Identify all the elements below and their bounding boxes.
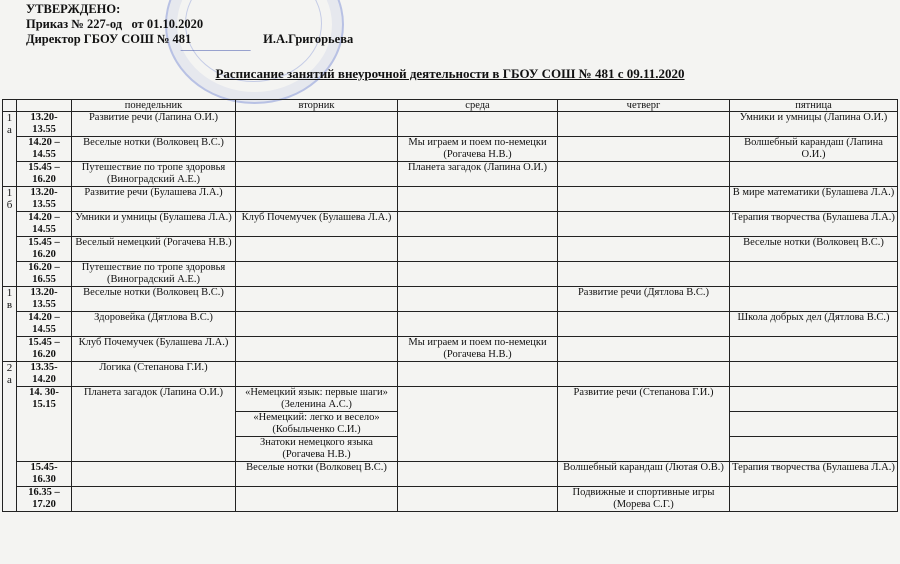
lesson-cell: Развитие речи (Лапина О.И.)	[72, 112, 236, 137]
time-cell: 14.20 – 14.55	[17, 137, 72, 162]
table-row	[3, 387, 898, 412]
table-row	[3, 362, 898, 387]
time-cell: 15.45-16.30	[17, 462, 72, 487]
day-tuesday: вторник	[236, 100, 398, 112]
table-row	[3, 237, 898, 262]
lesson-cell: Клуб Почемучек (Булашева Л.А.)	[72, 337, 236, 362]
day-thursday: четверг	[558, 100, 730, 112]
time-cell: 13.20-13.55	[17, 287, 72, 312]
page-title: Расписание занятий внеурочной деятельности в ГБОУ СОШ № 481 с 09.11.2020	[215, 66, 685, 81]
lesson-cell: Мы играем и поем по-немецки (Рогачева Н.В.)	[398, 137, 558, 162]
lesson-cell: Клуб Почемучек (Булашева Л.А.)	[236, 212, 398, 237]
time-cell: 13.20-13.55	[17, 187, 72, 212]
lesson-cell: Школа добрых дел (Дятлова В.С.)	[730, 312, 898, 337]
lesson-cell: Развитие речи (Булашева Л.А.)	[72, 187, 236, 212]
class-label: 2 а	[3, 362, 17, 512]
table-row	[3, 137, 898, 162]
time-cell: 15.45 – 16.20	[17, 162, 72, 187]
lesson-cell: Веселый немецкий (Рогачева Н.В.)	[72, 237, 236, 262]
director-line	[26, 32, 353, 47]
lesson-cell: Путешествие по тропе здоровья (Виноградский А.Е.)	[72, 162, 236, 187]
table-row	[3, 287, 898, 312]
lesson-cell: «Немецкий язык: первые шаги» (Зеленина А.С.)	[236, 387, 398, 412]
approval-header	[26, 2, 353, 47]
lesson-cell: Веселые нотки (Волковец В.С.)	[730, 237, 898, 262]
table-row	[3, 112, 898, 137]
director-name: И.А.Григорьева	[263, 32, 354, 46]
lesson-cell: «Немецкий: легко и весело» (Кобыльченко С.И.)	[236, 412, 398, 437]
day-monday: понедельник	[72, 100, 236, 112]
time-cell: 16.35 – 17.20	[17, 487, 72, 512]
table-row	[3, 337, 898, 362]
lesson-cell: Логика (Степанова Г.И.)	[72, 362, 236, 387]
time-cell: 16.20 – 16.55	[17, 262, 72, 287]
time-cell: 13.20-13.55	[17, 112, 72, 137]
time-cell: 15.45 – 16.20	[17, 237, 72, 262]
lesson-cell: Терапия творчества (Булашева Л.А.)	[730, 462, 898, 487]
table-row	[3, 212, 898, 237]
time-cell: 14.20 – 14.55	[17, 312, 72, 337]
order-line: Приказ № 227-од от 01.10.2020	[26, 17, 204, 31]
lesson-cell: Веселые нотки (Волковец В.С.)	[236, 462, 398, 487]
lesson-cell: Мы играем и поем по-немецки (Рогачева Н.В.)	[398, 337, 558, 362]
time-cell: 14. 30-15.15	[17, 387, 72, 462]
class-label: 1 а	[3, 112, 17, 187]
lesson-cell: Здоровейка (Дятлова В.С.)	[72, 312, 236, 337]
lesson-cell: Умники и умницы (Лапина О.И.)	[730, 112, 898, 137]
class-label: 1 в	[3, 287, 17, 362]
lesson-cell: Развитие речи (Дятлова В.С.)	[558, 287, 730, 312]
lesson-cell: Развитие речи (Степанова Г.И.)	[558, 387, 730, 462]
table-row	[3, 187, 898, 212]
table-row	[3, 312, 898, 337]
table-header-row	[3, 100, 898, 112]
day-wednesday: среда	[398, 100, 558, 112]
lesson-cell: Терапия творчества (Булашева Л.А.)	[730, 212, 898, 237]
table-row	[3, 162, 898, 187]
table-row	[3, 487, 898, 512]
lesson-cell: Планета загадок (Лапина О.И.)	[398, 162, 558, 187]
lesson-cell: Планета загадок (Лапина О.И.)	[72, 387, 236, 462]
lesson-cell: Веселые нотки (Волковец В.С.)	[72, 137, 236, 162]
lesson-cell: Умники и умницы (Булашева Л.А.)	[72, 212, 236, 237]
schedule-table	[2, 99, 898, 512]
lesson-cell: В мире математики (Булашева Л.А.)	[730, 187, 898, 212]
table-row	[3, 462, 898, 487]
time-cell: 15.45 – 16.20	[17, 337, 72, 362]
lesson-cell: Подвижные и спортивные игры (Морева С.Г.)	[558, 487, 730, 512]
director-title: Директор ГБОУ СОШ № 481	[26, 32, 192, 46]
time-cell: 14.20 – 14.55	[17, 212, 72, 237]
day-friday: пятница	[730, 100, 898, 112]
class-label: 1 б	[3, 187, 17, 287]
table-row	[3, 262, 898, 287]
lesson-cell: Путешествие по тропе здоровья (Виноградский А.Е.)	[72, 262, 236, 287]
lesson-cell: Веселые нотки (Волковец В.С.)	[72, 287, 236, 312]
lesson-cell: Знатоки немецкого языка (Рогачева Н.В.)	[236, 437, 398, 462]
approved-label: УТВЕРЖДЕНО:	[26, 2, 121, 16]
time-cell: 13.35-14.20	[17, 362, 72, 387]
lesson-cell: Волшебный карандаш (Лютая О.В.)	[558, 462, 730, 487]
lesson-cell: Волшебный карандаш (Лапина О.И.)	[730, 137, 898, 162]
